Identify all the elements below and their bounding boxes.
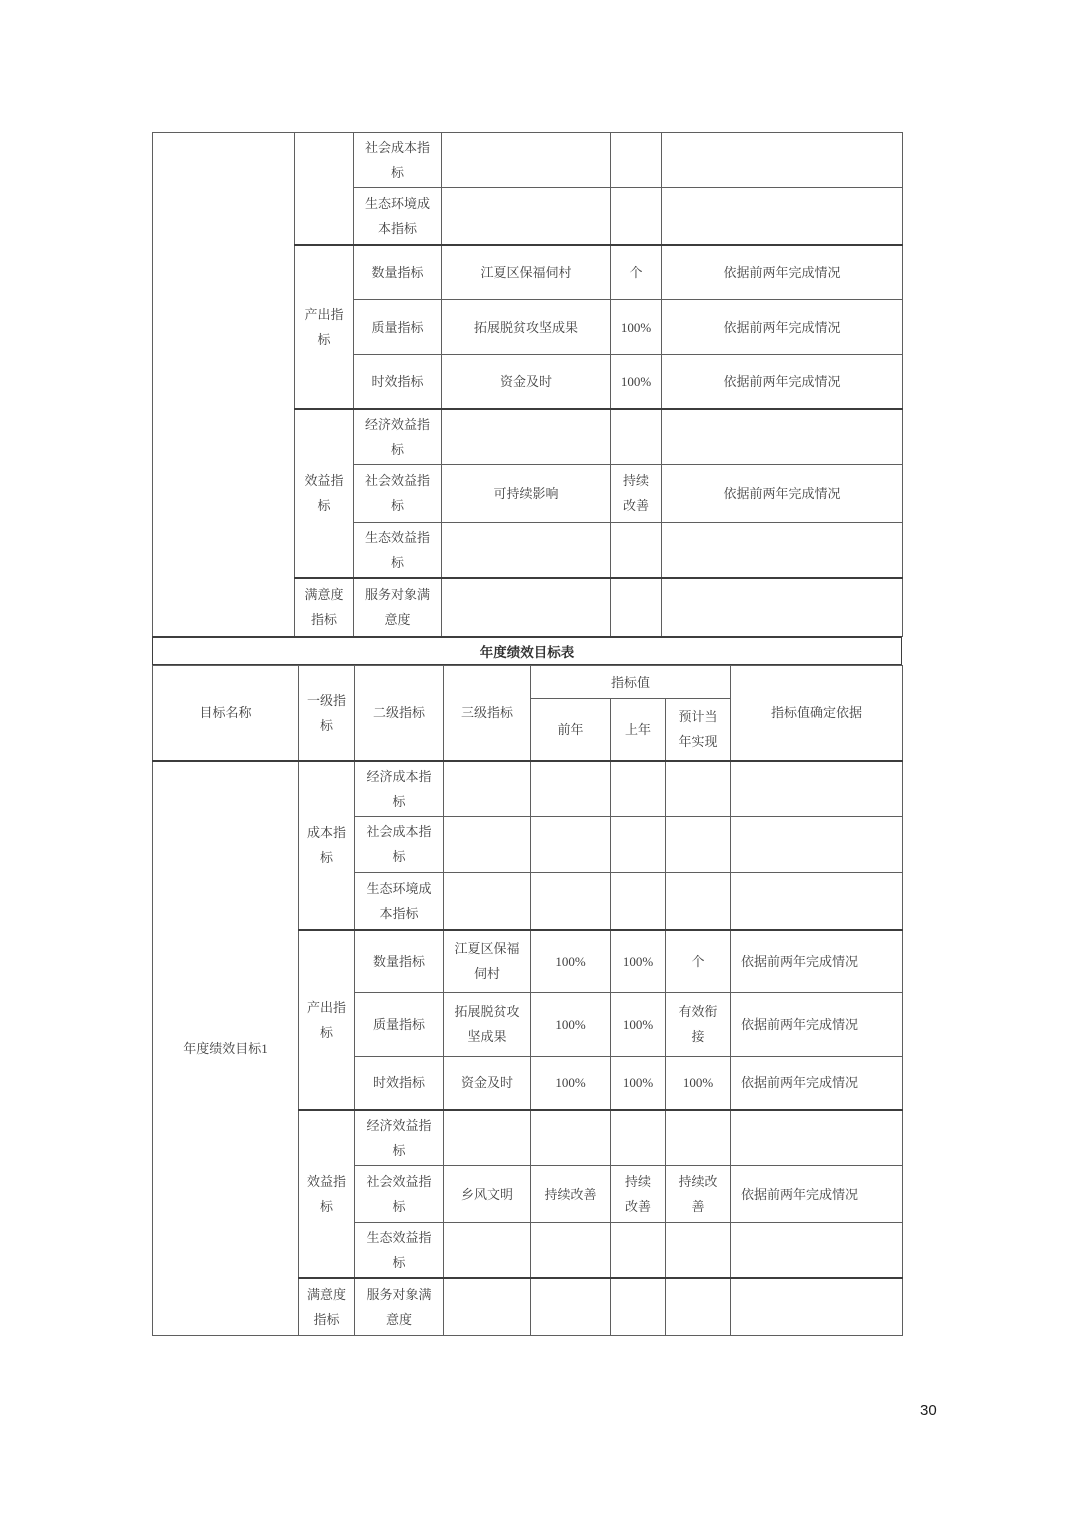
- last-year-cell: 100%: [611, 992, 666, 1056]
- year-before-cell: 持续改善: [531, 1166, 611, 1223]
- year-before-cell: [531, 1278, 611, 1335]
- level2-cell: 社会成本指标: [354, 133, 442, 188]
- value-cell: 个: [611, 245, 662, 300]
- last-year-cell: 100%: [611, 1056, 666, 1110]
- level2-cell: 生态环境成本指标: [355, 872, 444, 930]
- header-level2: 二级指标: [355, 666, 444, 761]
- last-year-cell: 100%: [611, 930, 666, 992]
- level3-cell: 可持续影响: [442, 464, 611, 522]
- last-year-cell: [611, 872, 666, 930]
- level2-cell: 生态环境成本指标: [354, 188, 442, 245]
- performance-target-document: [152, 132, 902, 1336]
- value-cell: [611, 522, 662, 578]
- basis-cell: 依据前两年完成情况: [662, 355, 903, 409]
- year-before-cell: 100%: [531, 992, 611, 1056]
- value-cell: 100%: [611, 300, 662, 355]
- level2-cell: 质量指标: [355, 992, 444, 1056]
- annual-target-table: [152, 665, 903, 1336]
- level2-cell: 数量指标: [355, 930, 444, 992]
- last-year-cell: [611, 1278, 666, 1335]
- year-before-cell: [531, 1223, 611, 1279]
- goal-name-cell: [153, 133, 295, 637]
- last-year-cell: [611, 816, 666, 872]
- last-year-cell: 持续改善: [611, 1166, 666, 1223]
- header-level3: 三级指标: [444, 666, 531, 761]
- value-cell: [611, 409, 662, 465]
- header-current-year: 预计当年实现: [666, 699, 731, 761]
- level1-cost-cont-cell: [295, 133, 354, 245]
- level2-cell: 生态效益指标: [354, 522, 442, 578]
- header-value-group: 指标值: [531, 666, 731, 699]
- level3-cell: 资金及时: [442, 355, 611, 409]
- basis-cell: 依据前两年完成情况: [731, 992, 903, 1056]
- page-number: 30: [920, 1402, 937, 1419]
- current-year-cell: [666, 1223, 731, 1279]
- current-year-cell: [666, 872, 731, 930]
- level2-cell: 时效指标: [354, 355, 442, 409]
- basis-cell: [662, 578, 903, 637]
- basis-cell: [731, 872, 903, 930]
- level2-cell: 质量指标: [354, 300, 442, 355]
- basis-cell: 依据前两年完成情况: [731, 1056, 903, 1110]
- level3-cell: [444, 1278, 531, 1335]
- level2-cell: 经济成本指标: [355, 761, 444, 817]
- level3-cell: 江夏区保福伺村: [444, 930, 531, 992]
- level1-output-cell: 产出指标: [295, 245, 354, 409]
- annual-table-title: 年度绩效目标表: [152, 636, 902, 666]
- level3-cell: 乡风文明: [444, 1166, 531, 1223]
- level3-cell: [442, 133, 611, 188]
- level3-cell: 江夏区保福伺村: [442, 245, 611, 300]
- level2-cell: 服务对象满意度: [355, 1278, 444, 1335]
- current-year-cell: 持续改善: [666, 1166, 731, 1223]
- basis-cell: [662, 409, 903, 465]
- basis-cell: 依据前两年完成情况: [662, 464, 903, 522]
- level3-cell: [444, 816, 531, 872]
- level1-satisfaction-cell: 满意度指标: [299, 1278, 355, 1335]
- current-year-cell: 有效衔接: [666, 992, 731, 1056]
- basis-cell: 依据前两年完成情况: [731, 930, 903, 992]
- value-cell: 持续改善: [611, 464, 662, 522]
- year-before-cell: [531, 816, 611, 872]
- carryover-target-table: [152, 132, 903, 637]
- level3-cell: [444, 1223, 531, 1279]
- header-last-year: 上年: [611, 699, 666, 761]
- current-year-cell: 个: [666, 930, 731, 992]
- last-year-cell: [611, 1110, 666, 1166]
- basis-cell: [662, 133, 903, 188]
- level1-benefit-cell: 效益指标: [295, 409, 354, 578]
- level3-cell: 拓展脱贫攻坚成果: [442, 300, 611, 355]
- basis-cell: 依据前两年完成情况: [662, 245, 903, 300]
- level3-cell: 拓展脱贫攻坚成果: [444, 992, 531, 1056]
- year-before-cell: [531, 1110, 611, 1166]
- level1-cost-cell: 成本指标: [299, 761, 355, 931]
- level2-cell: 经济效益指标: [354, 409, 442, 465]
- basis-cell: 依据前两年完成情况: [731, 1166, 903, 1223]
- value-cell: [611, 188, 662, 245]
- basis-cell: [662, 522, 903, 578]
- current-year-cell: [666, 1278, 731, 1335]
- current-year-cell: [666, 1110, 731, 1166]
- basis-cell: [731, 1223, 903, 1279]
- year-before-cell: [531, 761, 611, 817]
- current-year-cell: 100%: [666, 1056, 731, 1110]
- level3-cell: 资金及时: [444, 1056, 531, 1110]
- value-cell: 100%: [611, 355, 662, 409]
- level2-cell: 时效指标: [355, 1056, 444, 1110]
- year-before-cell: [531, 872, 611, 930]
- last-year-cell: [611, 1223, 666, 1279]
- level3-cell: [442, 522, 611, 578]
- level3-cell: [442, 578, 611, 637]
- level3-cell: [444, 761, 531, 817]
- level1-satisfaction-cell: 满意度指标: [295, 578, 354, 637]
- goal-name-cell: 年度绩效目标1: [153, 761, 299, 1336]
- year-before-cell: 100%: [531, 1056, 611, 1110]
- year-before-cell: 100%: [531, 930, 611, 992]
- basis-cell: [662, 188, 903, 245]
- current-year-cell: [666, 761, 731, 817]
- level2-cell: 社会效益指标: [355, 1166, 444, 1223]
- header-basis: 指标值确定依据: [731, 666, 903, 761]
- level3-cell: [442, 188, 611, 245]
- value-cell: [611, 578, 662, 637]
- level2-cell: 社会成本指标: [355, 816, 444, 872]
- basis-cell: [731, 816, 903, 872]
- basis-cell: [731, 1278, 903, 1335]
- basis-cell: 依据前两年完成情况: [662, 300, 903, 355]
- header-level1: 一级指标: [299, 666, 355, 761]
- level1-output-cell: 产出指标: [299, 930, 355, 1110]
- level1-benefit-cell: 效益指标: [299, 1110, 355, 1278]
- level3-cell: [444, 1110, 531, 1166]
- current-year-cell: [666, 816, 731, 872]
- level3-cell: [444, 872, 531, 930]
- level3-cell: [442, 409, 611, 465]
- level2-cell: 服务对象满意度: [354, 578, 442, 637]
- basis-cell: [731, 761, 903, 817]
- header-year-before: 前年: [531, 699, 611, 761]
- basis-cell: [731, 1110, 903, 1166]
- last-year-cell: [611, 761, 666, 817]
- level2-cell: 社会效益指标: [354, 464, 442, 522]
- header-goal-name: 目标名称: [153, 666, 299, 761]
- level2-cell: 经济效益指标: [355, 1110, 444, 1166]
- level2-cell: 生态效益指标: [355, 1223, 444, 1279]
- level2-cell: 数量指标: [354, 245, 442, 300]
- value-cell: [611, 133, 662, 188]
